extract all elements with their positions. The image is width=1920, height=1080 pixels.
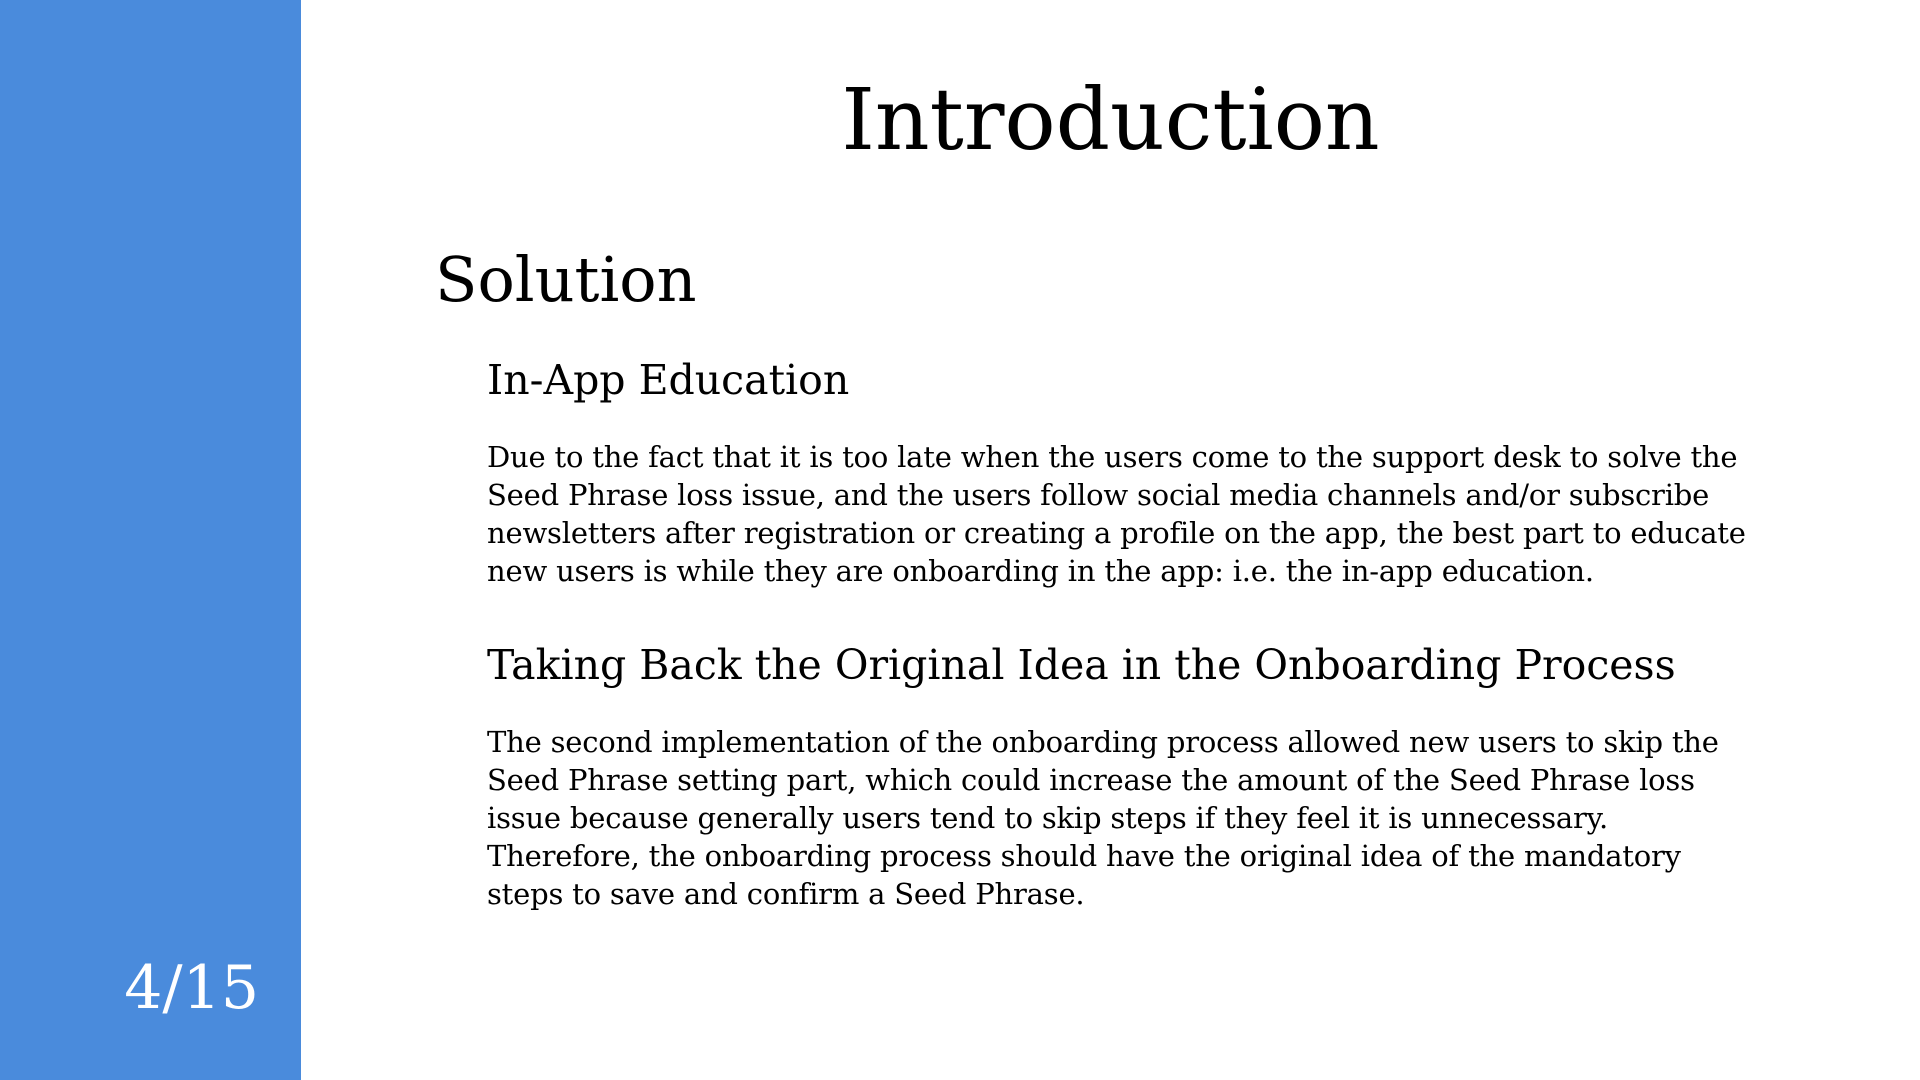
section-title: Solution [435, 243, 697, 316]
page-title: Introduction [841, 71, 1380, 170]
paragraph: Due to the fact that it is too late when the users come to the support desk to solve the Seed Phrase loss issue, and the users follow social media channels and/or subscribe newsletters after registration or creating a profile on the app, the best part to educate new users is while they are onboarding in the app: i.e. the in-app education. [487, 440, 1746, 589]
paragraph: The second implementation of the onboarding process allowed new users to skip the Seed Phrase setting part, which could increase the amount of the Seed Phrase loss issue because generally users tend to skip steps if they feel it is unnecessary. Therefore, the onboarding process should have the original idea of the mandatory steps to save and confirm a Seed Phrase. [487, 725, 1719, 912]
content-body [487, 357, 1747, 913]
section-block-in-app-education [487, 357, 1747, 590]
subheading: In-App Education [487, 356, 850, 404]
section-block-original-idea [487, 642, 1747, 913]
subheading: Taking Back the Original Idea in the Onboarding Process [487, 641, 1676, 690]
page-number: 4/15 [124, 953, 259, 1023]
slide-content [301, 0, 1920, 1080]
sidebar-panel [0, 0, 301, 1080]
